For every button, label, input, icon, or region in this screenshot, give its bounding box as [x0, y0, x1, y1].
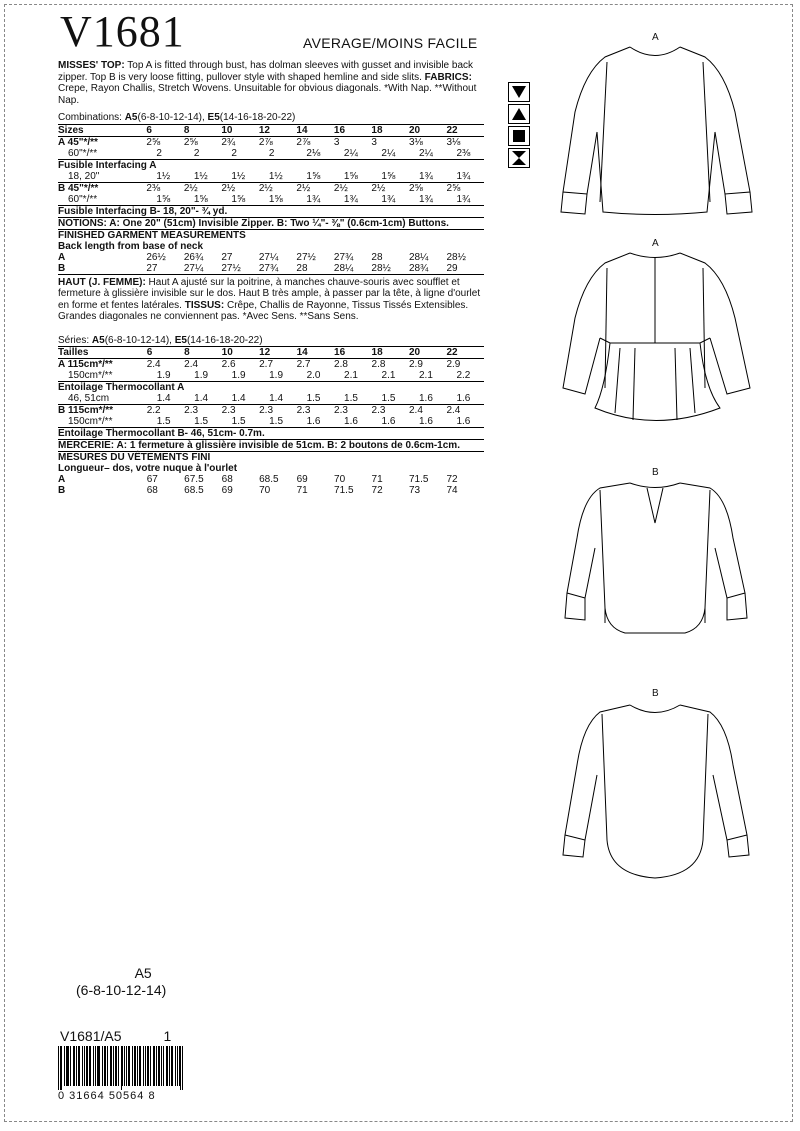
table-row: 18, 20" 1½ 1½ 1½ 1½ 1⅝ 1⅝ 1⅝ 1¾ 1¾	[58, 171, 484, 183]
table-row: 150cm*/** 1.9 1.9 1.9 1.9 2.0 2.1 2.1 2.1 2.2	[58, 370, 484, 382]
table-row: FINISHED GARMENT MEASUREMENTS	[58, 229, 246, 241]
barcode	[58, 1046, 188, 1090]
french-description	[58, 277, 484, 323]
french-yardage-table	[58, 346, 484, 496]
sketch-b-back	[555, 700, 765, 885]
table-row: 60"*/** 2 2 2 2 2⅛ 2¼ 2¼ 2¼ 2⅜	[58, 148, 484, 160]
sketch-label: A	[652, 32, 659, 43]
fabrics-label-fr: TISSUS:	[184, 299, 225, 311]
table-row: Entoilage Thermocollant A	[58, 382, 185, 393]
table-row: 46, 51cm 1.4 1.4 1.4 1.4 1.5 1.5 1.5 1.6 1.6	[58, 393, 484, 405]
size-range: (6-8-10-12-14)	[76, 982, 167, 998]
table-row: Back length from base of neck	[58, 240, 204, 252]
table-header-row: Tailles 6 8 10 12 14 16 18 20 22	[58, 347, 484, 359]
difficulty-label: AVERAGE/MOINS FACILE	[303, 35, 478, 51]
table-row: Fusible Interfacing B- 18, 20"- ¾ yd.	[58, 205, 484, 217]
combinations-fr: Séries: A5(6-8-10-12-14), E5(14-16-18-20-22)	[58, 334, 263, 346]
fabrics-label: FABRICS:	[424, 71, 472, 83]
table-row: B 27 27¼ 27½ 27¾ 28 28¼ 28½ 28¾ 29	[58, 263, 484, 275]
table-row: B 45"*/** 2⅜ 2½ 2½ 2½ 2½ 2½ 2½ 2⅝ 2⅝	[58, 182, 461, 194]
sketch-a-back	[555, 248, 765, 433]
fabrics-body-fr: Crêpe, Challis de Rayonne, Tissus Tissés Extensibles. Grandes diagonales ne conviennent pas. *Avec Sens. **Sans Sens.	[58, 299, 469, 322]
sketch-label: B	[652, 467, 659, 478]
desc-body: Top A is fitted through bust, has dolman sleeves with gusset and invisible back zipper. Top B is very loose fitting, pullover style with shaped hemline and side slits.	[58, 60, 474, 83]
table-row: Fusible Interfacing A	[58, 159, 157, 171]
english-yardage-table	[58, 124, 484, 275]
table-row: A 115cm*/** 2.4 2.4 2.6 2.7 2.7 2.8 2.8 2.9 2.9	[58, 359, 461, 370]
page-number: 1	[163, 1028, 172, 1044]
desc-title-fr: HAUT (J. FEMME):	[58, 276, 146, 288]
table-row: NOTIONS: A: One 20" (51cm) Invisible Zipper. B: Two ¼"- ⅜" (0.6cm-1cm) Buttons.	[58, 217, 484, 229]
sketch-label: A	[652, 238, 659, 249]
table-row: B 68 68.5 69 70 71 71.5 72 73 74	[58, 485, 458, 496]
pattern-code-line	[60, 1028, 171, 1044]
table-header-row: Sizes 6 8 10 12 14 16 18 20 22	[58, 124, 484, 136]
pattern-code: V1681/A5	[60, 1028, 122, 1044]
desc-body-fr: Haut A ajusté sur la poitrine, à manches chauve-souris avec soufflet et fermeture à glissière invisible sur le dos. Haut B très ample, à passer par la tête, à ligne d'ourlet en forme et fentes latérales.	[58, 276, 481, 311]
table-row: MERCERIE: A: 1 fermeture à glissière invisible de 51cm. B: 2 boutons de 0.6cm-1cm.	[58, 440, 484, 452]
english-description	[58, 60, 484, 106]
content-column	[58, 60, 484, 496]
table-row: Entoilage Thermocollant B- 46, 51cm- 0.7m.	[58, 428, 484, 440]
triangle-down-icon	[508, 82, 530, 102]
table-row: A 67 67.5 68 68.5 69 70 71 71.5 72	[58, 474, 458, 485]
table-row: 60"*/** 1⅝ 1⅝ 1⅝ 1⅝ 1¾ 1¾ 1¾ 1¾ 1¾	[58, 194, 484, 206]
table-row: B 115cm*/** 2.2 2.3 2.3 2.3 2.3 2.3 2.3 2.4 2.4	[58, 405, 461, 416]
triangle-up-icon	[508, 104, 530, 124]
size-code: A5	[134, 965, 152, 981]
table-row: 150cm*/** 1.5 1.5 1.5 1.5 1.6 1.6 1.6 1.6 1.6	[58, 416, 484, 428]
table-row: Longueur– dos, votre nuque à l'ourlet	[58, 463, 238, 474]
table-row: MESURES DU VÊTEMENTS FINI	[58, 452, 211, 463]
table-row: A 45"*/** 2⅝ 2⅝ 2¾ 2⅞ 2⅞ 3 3 3⅛ 3⅛	[58, 136, 461, 148]
size-range-block	[76, 965, 167, 999]
fabrics-body: Crepe, Rayon Challis, Stretch Wovens. Unsuitable for obvious diagonals. *With Nap. **Without Nap.	[58, 83, 477, 106]
sketch-b-front	[555, 478, 765, 663]
hourglass-icon	[508, 148, 530, 168]
barcode-number: 0 31664 50564 8	[58, 1090, 156, 1102]
sketch-label: B	[652, 688, 659, 699]
sketch-a-front	[555, 42, 765, 217]
nap-icons	[508, 82, 530, 170]
desc-title: MISSES' TOP:	[58, 60, 125, 71]
pattern-brand-number: V1681	[60, 7, 185, 56]
square-icon	[508, 126, 530, 146]
combinations: Combinations: A5(6-8-10-12-14), E5(14-16-18-20-22)	[58, 112, 296, 123]
table-row: A 26½ 26¾ 27 27¼ 27½ 27¾ 28 28¼ 28½	[58, 251, 466, 263]
